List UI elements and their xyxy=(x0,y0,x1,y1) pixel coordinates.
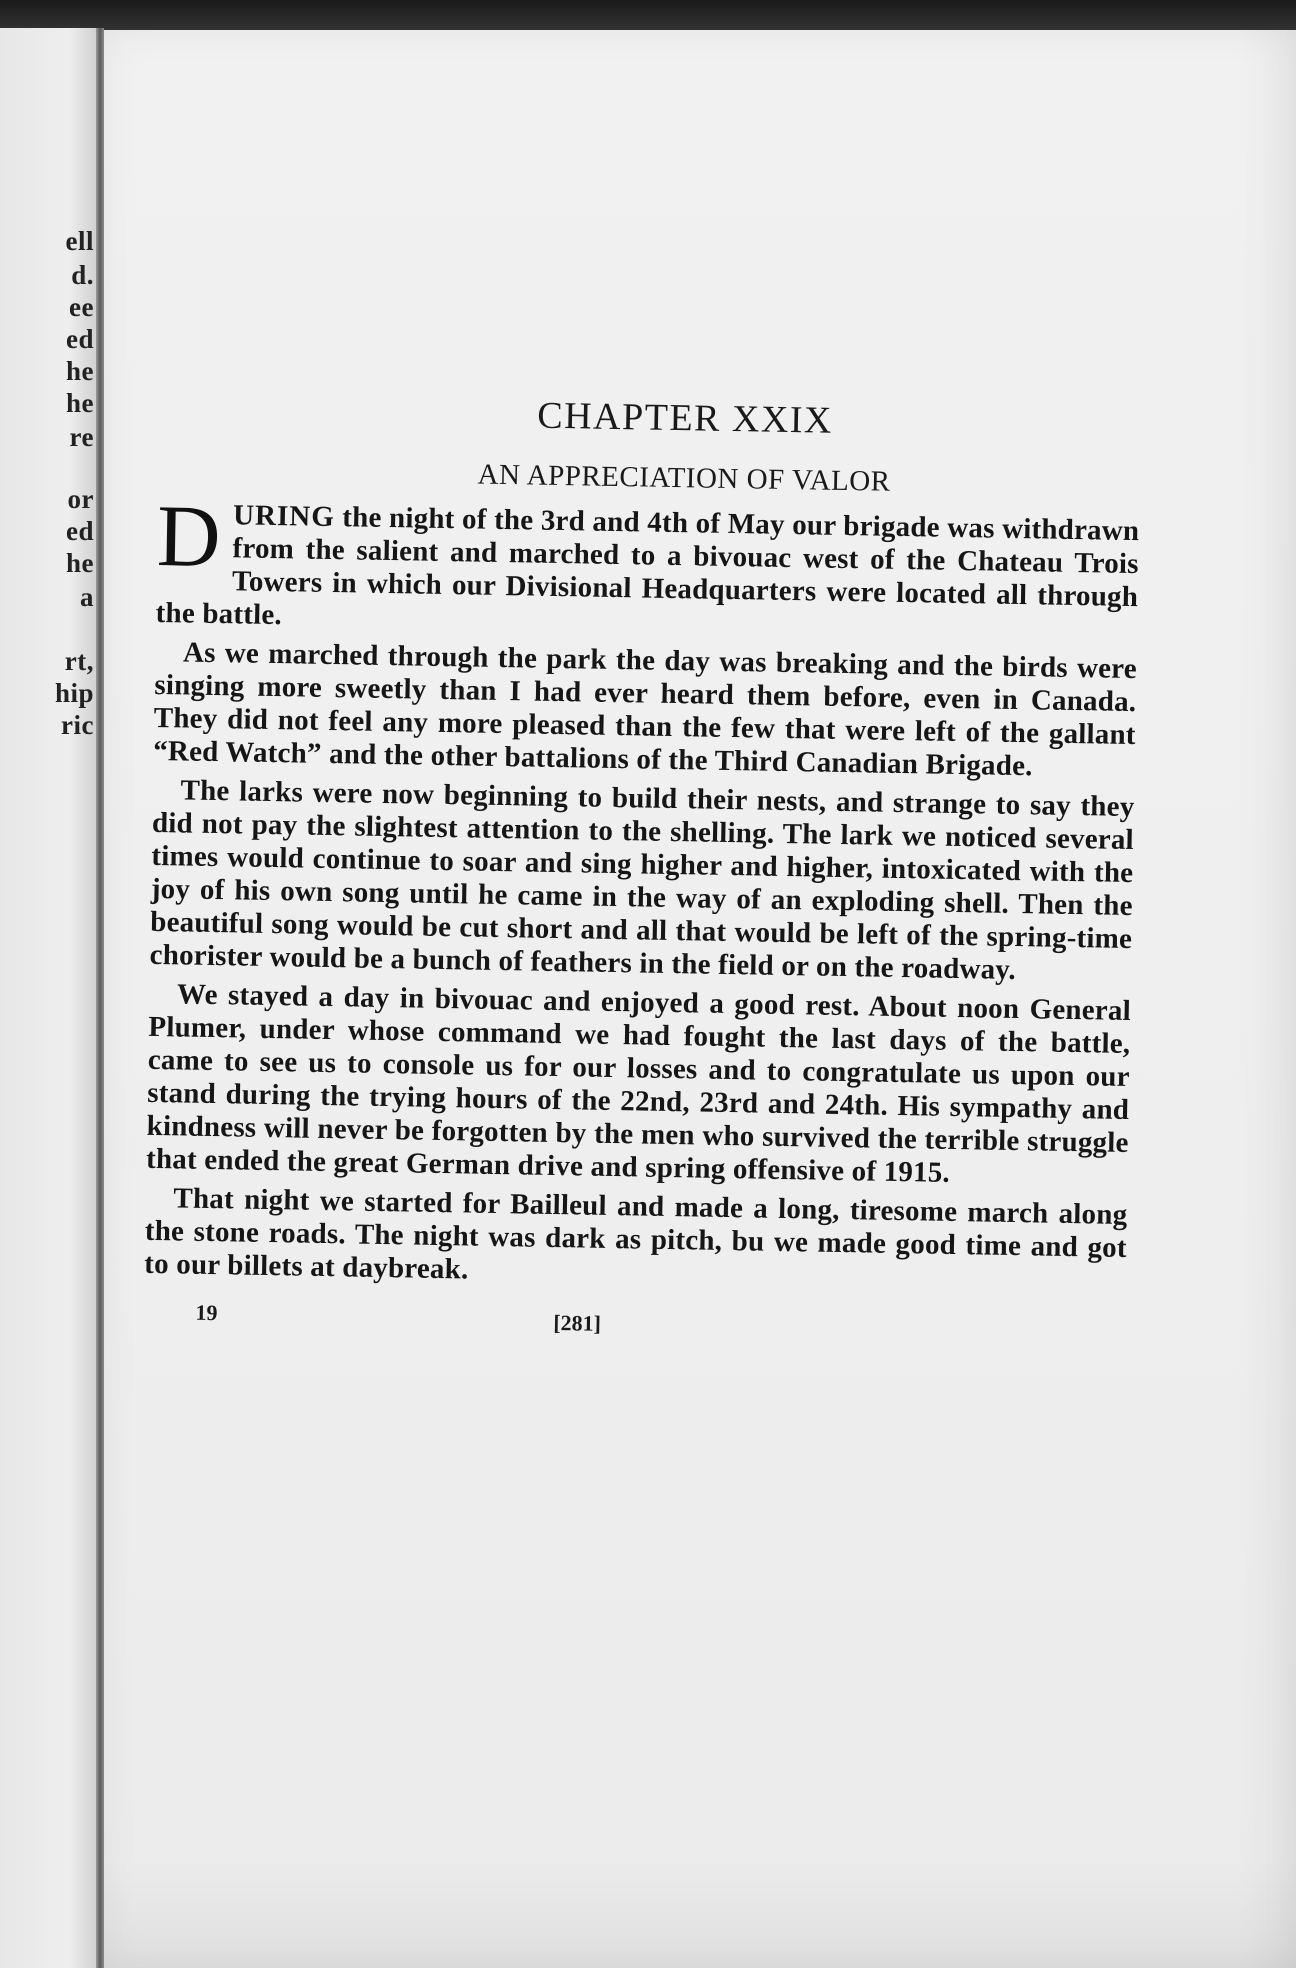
page-bottom-shade xyxy=(104,1858,1296,1968)
left-page-fragment: d. xyxy=(71,260,94,290)
page-footer xyxy=(143,1299,1126,1356)
left-page-fragment: he xyxy=(66,388,94,418)
left-facing-page xyxy=(0,28,98,1968)
left-page-fragment: he xyxy=(66,356,94,386)
left-page-fragment: hip xyxy=(54,678,94,708)
left-page-fragment: ed xyxy=(66,324,94,354)
paragraph-3: The larks were now beginning to build their nests, and strange to say they did not pay the slightest attention to the shelling. The lark we noticed several times would continue to soar and sing higher and higher, intoxicated with the joy of his own song until he came in the way of an exploding shell. Then the beautiful song would be cut short and all that would be left of the spring-time chorister would be a bunch of feathers in the field or on the roadway. xyxy=(149,774,1135,987)
book-gutter xyxy=(96,28,104,1968)
left-page-fragment: ed xyxy=(66,516,94,546)
paragraph-2: As we marched through the park the day was breaking and the birds were singing more sweetly than I had ever heard them before, even in Canada. They did not feel any more pleased than the few that were left of the gallant “Red Watch” and the other battalions of the Third Canadian Brigade. xyxy=(152,636,1138,783)
paragraph-1 xyxy=(155,487,1140,647)
paragraph-1-text: the night of the 3rd and 4th of May our brigade was withdrawn from the salient and marched to a bivouac west of the Chateau Trois Towers in which our Divisional Headquarters were located all through the battle. xyxy=(155,501,1140,632)
left-page-fragment: ee xyxy=(69,292,94,322)
paragraph-4: We stayed a day in bivouac and enjoyed a good rest. About noon General Plumer, under whose command we had fought the last days of the battle, came to see us to console us for our losses and to congratulate us upon our stand during the trying hours of the 22nd, 23rd and 24th. His sympathy and kindness will never be forgotten by the men who survived the terrible struggle that ended the great German drive and spring offensive of 1915. xyxy=(145,978,1132,1189)
page-number: [281] xyxy=(553,1310,602,1336)
left-page-fragment: a xyxy=(80,582,94,612)
paragraph-5: That night we started for Bailleul and made a long, tiresome march along the stone roads. The night was dark as pitch, bu we made good time and got to our billets at daybreak. xyxy=(144,1182,1128,1286)
page-edge-shade xyxy=(1236,30,1296,1968)
chapter-title: AN APPRECIATION OF VALOR xyxy=(477,458,891,498)
left-page-fragment: ell xyxy=(65,226,94,256)
book-page xyxy=(104,30,1296,1968)
left-page-fragment: rt, xyxy=(64,646,94,676)
signature-mark: 19 xyxy=(195,1299,218,1326)
page-text-block xyxy=(143,365,1142,1356)
left-page-fragment: ric xyxy=(61,710,94,740)
paragraph-lead-word: URING xyxy=(232,499,336,534)
chapter-number: CHAPTER XXIX xyxy=(536,394,834,442)
drop-cap: D xyxy=(156,487,222,587)
left-page-fragment: he xyxy=(66,548,94,578)
left-page-fragment: or xyxy=(67,484,94,514)
left-page-fragment: re xyxy=(69,422,94,452)
